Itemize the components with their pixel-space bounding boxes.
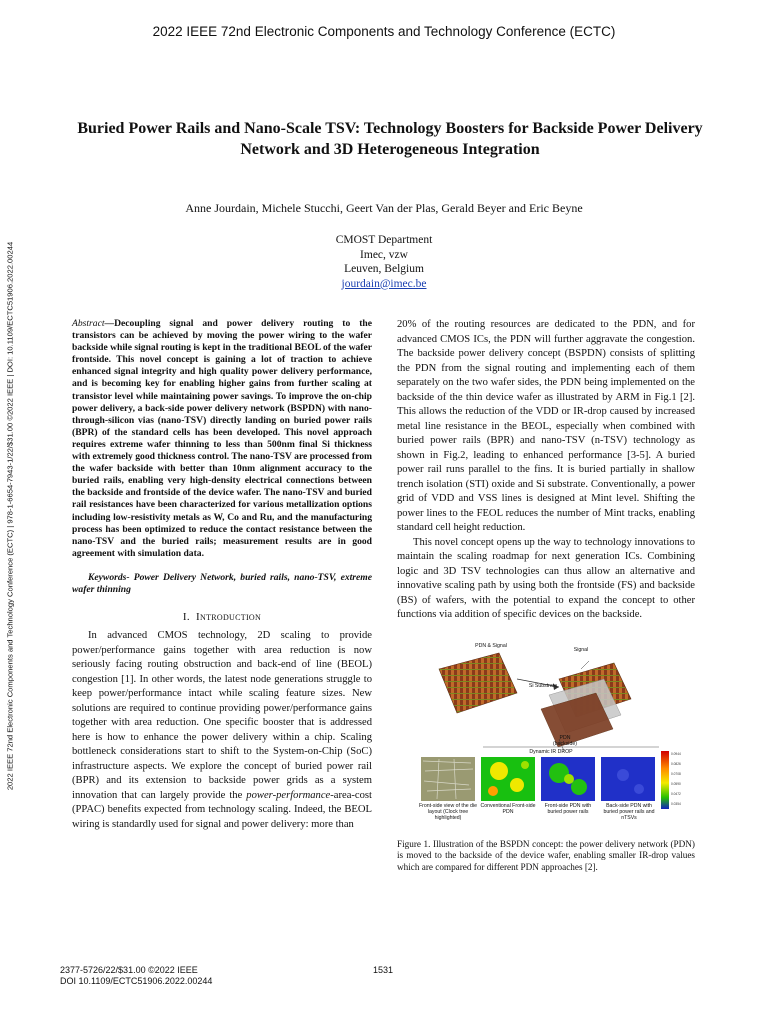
footer-doi: DOI 10.1109/ECTC51906.2022.00244 xyxy=(60,976,213,986)
abstract-text: —Decoupling signal and power delivery routing to the transistors can be achieved by moving the power wiring to the wafer backside while signal routing is kept in the traditional BEOL of the wafer frontside. This novel concept is gaining a lot of traction to achieve enhanced signal integrity and high quality power delivery performance, and is becoming key for enabling higher gains from further scaling at transistor level while maintaining power savings. To improve the on-chip power delivery, a back-side power delivery network (BSPDN) with nano-through-silicon vias (nano-TSV) directly landing on buried power rails (BPR) of the standard cells has been developed. This novel approach requires extreme wafer thinning to less than 500nm final Si thickness with extremely good thickness control. The nano-TSV are processed from the wafer backside with better than 10nm alignment accuracy to the buried rails, enabling very high-density electrical connections between the backside and frontside of the device wafer. The nano-TSV and buried rail resistances have been characterized for various metallization options including low-resistivity metals as W, Co and Ru, and the manufacturing process has been optimized to reduce the contact resistance between the nano-TSV and the buried rails; measurement results are in good agreement with simulation data. xyxy=(72,318,372,559)
continued-paragraph: 20% of the routing resources are dedicated to the PDN, and for advanced CMOS ICs, the PDN will further aggravate the congestion. The backside power delivery concept (BSPDN) consists of splitting the PDN from the signal routing and implementing each of them separately on the two wafer sides, the PDN being implemented on the backside of the thin device wafer as illustrated by ARM in Fig.1 [2]. This allows the reduction of the VDD or IR-drop caused by increased metal line resistance in the BEOL, especially when combined with buried power rails (BPR) and nano-TSV (n-TSV) technology as shown in Fig.2, leading to enhanced performance [3-5]. A buried power rail runs parallel to the fins. It is buried partially in shallow trench isolation (STI) oxide and Si substrate. Conventionally, a power grid of VDD and VSS lines is designed at Mint level. Shifting the power lines to the FEOL reduces the number of Mint tracks, enabling standard cell height reduction. xyxy=(397,319,695,533)
svg-text:0.0708: 0.0708 xyxy=(671,771,681,776)
concept-paragraph: This novel concept opens up the way to technology innovations to maintain the scaling roadmap for next generation ICs. Combining logic and 3D TSV technologies can thus allow an alternative and innovative scaling path by using both the frontside (FS) and backside (BS) of wafers, with the potential to expand the concept to other functions via addition of specific devices on the backside. xyxy=(397,536,695,620)
label-pdn-backside: PDN (backside) xyxy=(553,734,577,747)
intro-text-em: power-performance xyxy=(246,789,331,801)
paper-title: Buried Power Rails and Nano-Scale TSV: Technology Boosters for Backside Power Delivery Network and 3D Heterogeneous Integration xyxy=(77,120,703,158)
author-list: Anne Jourdain, Michele Stucchi, Geert Van der Plas, Gerald Beyer and Eric Beyne xyxy=(185,201,583,215)
conference-header: 2022 IEEE 72nd Electronic Components and Technology Conference (ECTC) xyxy=(152,24,616,39)
panel-label-die-layout: Front-side view of the die layout (Clock tree highlighted) xyxy=(419,802,477,821)
page-number: 1531 xyxy=(373,965,394,975)
panel-label-conventional: Conventional Front-side PDN xyxy=(480,802,536,815)
section-heading-introduction xyxy=(72,610,372,625)
affiliation-org: Imec, vzw xyxy=(360,248,408,261)
svg-text:0.0472: 0.0472 xyxy=(671,791,681,796)
affiliation-department: CMOST Department xyxy=(335,234,433,246)
label-si-substrate: Si Substrate xyxy=(528,682,558,689)
svg-text:0.0944: 0.0944 xyxy=(671,751,681,756)
svg-text:0.0590: 0.0590 xyxy=(671,781,681,786)
section-number: I. xyxy=(182,610,190,623)
abstract xyxy=(72,318,372,560)
footer-copyright xyxy=(60,965,212,987)
intro-text-b: -area-cost (PPAC) benefits expected from technology scaling. Indeed, the BEOL wiring is standardly used for signal and power delivery: more than xyxy=(72,789,372,830)
affiliation-city: Leuven, Belgium xyxy=(344,263,424,276)
right-column xyxy=(397,318,695,874)
figure-1-caption: Figure 1. Illustration of the BSPDN concept: the power delivery network (PDN) is moved to the backside of the device wafer, enabling smaller IR-drop values which are compared for different PDN approaches [2]. xyxy=(397,838,695,873)
abstract-lead: Abstract xyxy=(72,318,105,329)
figure-1 xyxy=(409,639,683,831)
svg-text:0.0826: 0.0826 xyxy=(671,761,681,766)
side-doi-text: 2022 IEEE 72nd Electronic Components and Technology Conference (ECTC) | 978-1-6654-7943-1/22/$31.00 ©2022 IEEE | DOI: 10.1109/ECTC51906.2022.00244 xyxy=(5,241,15,791)
intro-paragraph xyxy=(72,629,372,832)
wafer-pdn-signal xyxy=(439,653,517,713)
intro-text-a: In advanced CMOS technology, 2D scaling to provide power/performance gains together with area reduction is now seriously facing routing obstruction and back-end of line (BEOL) congestion [1]. In other words, the latest node generations struggle to keep power/performance intact while scaling feature sizes. New solutions are required to continue providing power/performance gains together with area reduction. One specific booster that is addressed here is how to enhance the power delivery within a chip. Scaling bottleneck considerations start to shift to the System-on-Chip (SoC) infrastructure aspects. We explore the concept of buried power rail (BPR) and its extension to backside power grids as a system innovation that can largely provide the xyxy=(72,630,372,801)
keywords: Keywords- Power Delivery Network, buried rails, nano-TSV, extreme wafer thinning xyxy=(72,571,372,595)
left-column xyxy=(72,318,372,832)
label-pdn-signal: PDN & Signal xyxy=(475,642,507,649)
label-dynamic-ir-drop: Dynamic IR DROP xyxy=(529,748,573,755)
section-title: Introduction xyxy=(196,610,262,623)
affiliation-block xyxy=(0,233,768,291)
svg-text:0.0354: 0.0354 xyxy=(671,801,681,806)
ir-drop-color-scale xyxy=(661,751,669,809)
footer-issn: 2377-5726/22/$31.00 ©2022 IEEE xyxy=(60,965,198,975)
panel-label-backside: Back-side PDN with buried power rails and nTSVs xyxy=(603,802,655,821)
panel-die-layout xyxy=(421,757,475,801)
panel-label-buried-rails: Front-side PDN with buried power rails xyxy=(544,802,592,815)
panel-backside-pdn xyxy=(601,757,655,801)
label-signal: Signal xyxy=(573,646,589,653)
email-link[interactable]: jourdain@imec.be xyxy=(341,277,427,290)
